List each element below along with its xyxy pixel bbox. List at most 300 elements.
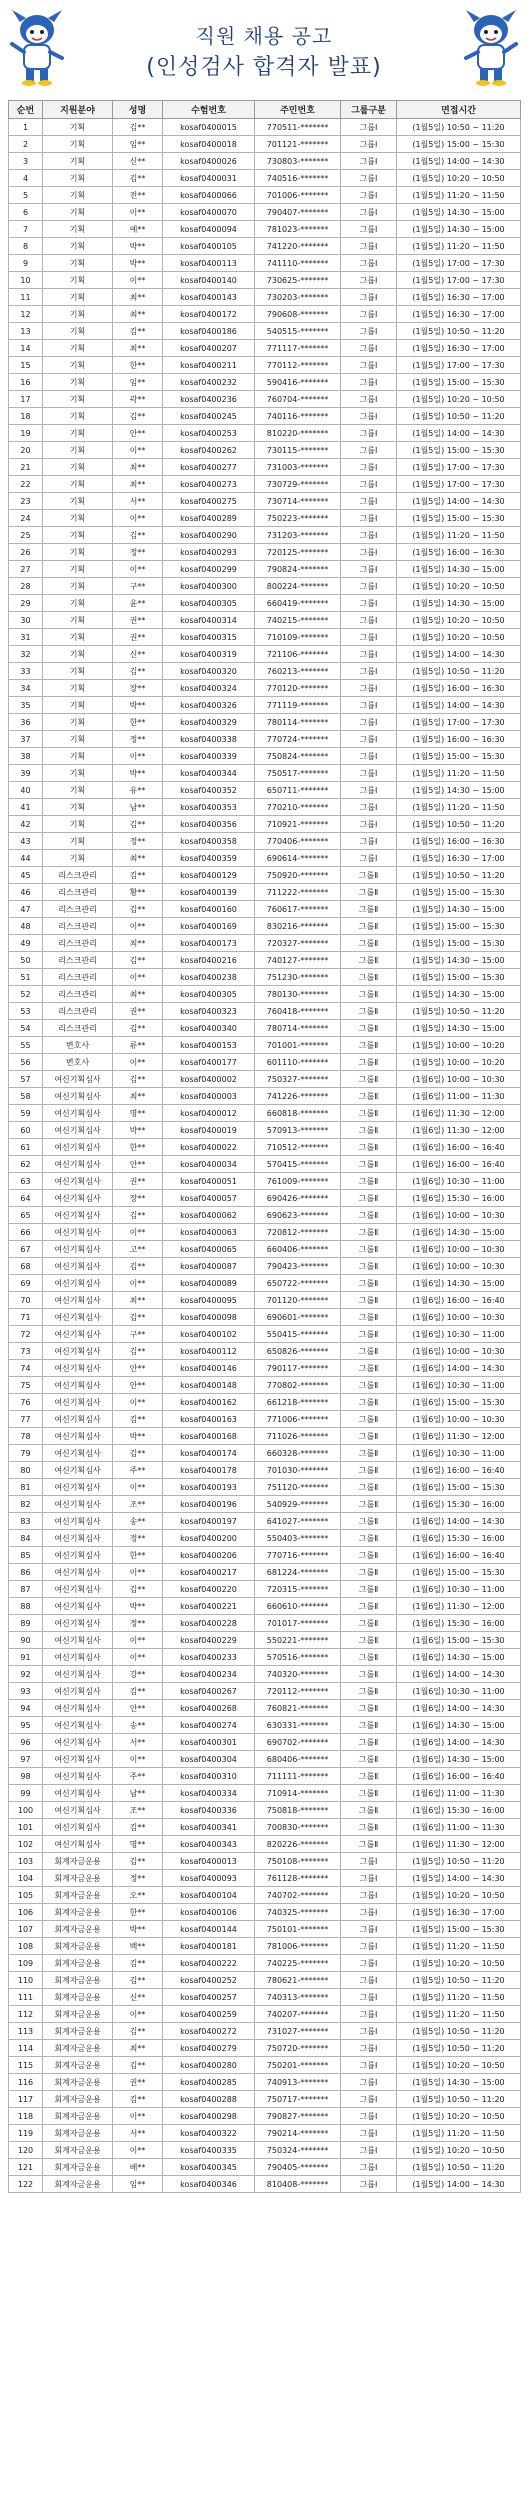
cell-number: 38 <box>9 748 43 765</box>
cell-exam-id: kosaf0400146 <box>163 1360 255 1377</box>
cell-interview-time: (1월5일) 17:00 ~ 17:30 <box>397 272 521 289</box>
cell-group: 그룹Ⅰ <box>341 255 397 272</box>
cell-name: 이** <box>113 1275 163 1292</box>
cell-interview-time: (1월5일) 14:30 ~ 15:00 <box>397 2074 521 2091</box>
cell-resident-id: 750717-******* <box>255 2091 341 2108</box>
table-row <box>9 1904 521 1921</box>
cell-interview-time: (1월5일) 14:00 ~ 14:30 <box>397 493 521 510</box>
table-row <box>9 1037 521 1054</box>
cell-number: 84 <box>9 1530 43 1547</box>
cell-exam-id: kosaf0400196 <box>163 1496 255 1513</box>
cell-field: 기획 <box>43 476 113 493</box>
cell-number: 80 <box>9 1462 43 1479</box>
cell-exam-id: kosaf0400207 <box>163 340 255 357</box>
cell-number: 43 <box>9 833 43 850</box>
cell-group: 그룹Ⅱ <box>341 1513 397 1530</box>
table-row <box>9 1411 521 1428</box>
table-row <box>9 2074 521 2091</box>
table-row <box>9 1224 521 1241</box>
cell-exam-id: kosaf0400063 <box>163 1224 255 1241</box>
table-row <box>9 1377 521 1394</box>
cell-group: 그룹Ⅰ <box>341 629 397 646</box>
cell-resident-id: 700830-******* <box>255 1819 341 1836</box>
cell-resident-id: 701121-******* <box>255 136 341 153</box>
cell-number: 58 <box>9 1088 43 1105</box>
cell-group: 그룹Ⅰ <box>341 1955 397 1972</box>
cell-field: 회계자금운용 <box>43 1989 113 2006</box>
cell-exam-id: kosaf0400229 <box>163 1632 255 1649</box>
cell-name: 정** <box>113 1615 163 1632</box>
table-row <box>9 1496 521 1513</box>
cell-number: 96 <box>9 1734 43 1751</box>
cell-interview-time: (1월5일) 15:00 ~ 15:30 <box>397 1921 521 1938</box>
col-header-field: 지원분야 <box>43 101 113 119</box>
cell-exam-id: kosaf0400320 <box>163 663 255 680</box>
cell-group: 그룹Ⅰ <box>341 238 397 255</box>
cell-name: 권** <box>113 1173 163 1190</box>
cell-exam-id: kosaf0400022 <box>163 1139 255 1156</box>
cell-field: 기획 <box>43 374 113 391</box>
cell-group: 그룹Ⅰ <box>341 136 397 153</box>
cell-interview-time: (1월6일) 15:30 ~ 16:00 <box>397 1496 521 1513</box>
cell-exam-id: kosaf0400273 <box>163 476 255 493</box>
cell-number: 5 <box>9 187 43 204</box>
cell-interview-time: (1월6일) 16:00 ~ 16:40 <box>397 1462 521 1479</box>
cell-exam-id: kosaf0400346 <box>163 2176 255 2193</box>
cell-number: 24 <box>9 510 43 527</box>
cell-exam-id: kosaf0400238 <box>163 969 255 986</box>
cell-resident-id: 731027-******* <box>255 2023 341 2040</box>
cell-exam-id: kosaf0400232 <box>163 374 255 391</box>
table-row <box>9 561 521 578</box>
cell-exam-id: kosaf0400026 <box>163 153 255 170</box>
cell-exam-id: kosaf0400221 <box>163 1598 255 1615</box>
cell-number: 17 <box>9 391 43 408</box>
cell-group: 그룹Ⅱ <box>341 918 397 935</box>
cell-exam-id: kosaf0400019 <box>163 1122 255 1139</box>
cell-name: 김** <box>113 408 163 425</box>
cell-resident-id: 790407-******* <box>255 204 341 221</box>
cell-number: 83 <box>9 1513 43 1530</box>
cell-number: 47 <box>9 901 43 918</box>
cell-number: 87 <box>9 1581 43 1598</box>
table-row <box>9 1020 521 1037</box>
cell-field: 기획 <box>43 272 113 289</box>
cell-interview-time: (1월6일) 10:00 ~ 10:30 <box>397 1207 521 1224</box>
cell-exam-id: kosaf0400216 <box>163 952 255 969</box>
cell-interview-time: (1월5일) 16:30 ~ 17:00 <box>397 850 521 867</box>
cell-interview-time: (1월5일) 10:50 ~ 11:20 <box>397 119 521 136</box>
cell-field: 회계자금운용 <box>43 2108 113 2125</box>
cell-interview-time: (1월5일) 16:00 ~ 16:30 <box>397 731 521 748</box>
cell-interview-time: (1월6일) 14:00 ~ 14:30 <box>397 1734 521 1751</box>
cell-interview-time: (1월5일) 16:30 ~ 17:00 <box>397 340 521 357</box>
table-row <box>9 629 521 646</box>
table-row <box>9 782 521 799</box>
cell-number: 27 <box>9 561 43 578</box>
cell-group: 그룹Ⅱ <box>341 1173 397 1190</box>
cell-interview-time: (1월6일) 14:30 ~ 15:00 <box>397 1649 521 1666</box>
table-row <box>9 595 521 612</box>
cell-interview-time: (1월5일) 14:30 ~ 15:00 <box>397 595 521 612</box>
table-row <box>9 952 521 969</box>
cell-number: 51 <box>9 969 43 986</box>
cell-resident-id: 750327-******* <box>255 1071 341 1088</box>
cell-field: 여신기획심사 <box>43 1241 113 1258</box>
cell-name: 이** <box>113 1479 163 1496</box>
cell-exam-id: kosaf0400267 <box>163 1683 255 1700</box>
cell-group: 그룹Ⅰ <box>341 765 397 782</box>
table-row <box>9 969 521 986</box>
cell-field: 변호사 <box>43 1054 113 1071</box>
cell-name: 정** <box>113 833 163 850</box>
cell-exam-id: kosaf0400319 <box>163 646 255 663</box>
cell-field: 기획 <box>43 697 113 714</box>
cell-name: 권** <box>113 612 163 629</box>
cell-resident-id: 710109-******* <box>255 629 341 646</box>
cell-name: 박** <box>113 1921 163 1938</box>
cell-number: 20 <box>9 442 43 459</box>
cell-interview-time: (1월5일) 10:20 ~ 10:50 <box>397 1955 521 1972</box>
table-row <box>9 357 521 374</box>
cell-exam-id: kosaf0400206 <box>163 1547 255 1564</box>
cell-interview-time: (1월6일) 10:30 ~ 11:00 <box>397 1683 521 1700</box>
cell-exam-id: kosaf0400288 <box>163 2091 255 2108</box>
cell-field: 기획 <box>43 204 113 221</box>
cell-field: 리스크관리 <box>43 901 113 918</box>
cell-exam-id: kosaf0400300 <box>163 578 255 595</box>
cell-resident-id: 660328-******* <box>255 1445 341 1462</box>
cell-group: 그룹Ⅰ <box>341 833 397 850</box>
cell-group: 그룹Ⅰ <box>341 374 397 391</box>
cell-number: 103 <box>9 1853 43 1870</box>
cell-name: 고** <box>113 1241 163 1258</box>
cell-exam-id: kosaf0400168 <box>163 1428 255 1445</box>
cell-interview-time: (1월6일) 10:30 ~ 11:00 <box>397 1377 521 1394</box>
cell-exam-id: kosaf0400113 <box>163 255 255 272</box>
cell-field: 기획 <box>43 340 113 357</box>
cell-resident-id: 790423-******* <box>255 1258 341 1275</box>
cell-field: 기획 <box>43 663 113 680</box>
cell-resident-id: 760704-******* <box>255 391 341 408</box>
cell-number: 29 <box>9 595 43 612</box>
cell-group: 그룹Ⅰ <box>341 204 397 221</box>
cell-resident-id: 690601-******* <box>255 1309 341 1326</box>
cell-exam-id: kosaf0400094 <box>163 221 255 238</box>
table-row <box>9 1887 521 1904</box>
cell-exam-id: kosaf0400217 <box>163 1564 255 1581</box>
cell-exam-id: kosaf0400144 <box>163 1921 255 1938</box>
cell-name: 주** <box>113 1462 163 1479</box>
cell-field: 여신기획심사 <box>43 1122 113 1139</box>
cell-group: 그룹Ⅱ <box>341 1139 397 1156</box>
cell-field: 기획 <box>43 799 113 816</box>
cell-interview-time: (1월5일) 10:00 ~ 10:20 <box>397 1054 521 1071</box>
cell-interview-time: (1월6일) 11:30 ~ 12:00 <box>397 1122 521 1139</box>
cell-interview-time: (1월5일) 16:00 ~ 16:30 <box>397 833 521 850</box>
cell-resident-id: 701006-******* <box>255 187 341 204</box>
cell-name: 백** <box>113 1938 163 1955</box>
table-row <box>9 1547 521 1564</box>
cell-name: 최** <box>113 986 163 1003</box>
table-row <box>9 2176 521 2193</box>
table-row <box>9 340 521 357</box>
cell-exam-id: kosaf0400104 <box>163 1887 255 1904</box>
cell-group: 그룹Ⅱ <box>341 1105 397 1122</box>
cell-name: 이** <box>113 2108 163 2125</box>
cell-interview-time: (1월6일) 14:30 ~ 15:00 <box>397 1275 521 1292</box>
cell-resident-id: 761128-******* <box>255 1870 341 1887</box>
cell-exam-id: kosaf0400245 <box>163 408 255 425</box>
cell-field: 기획 <box>43 850 113 867</box>
cell-number: 108 <box>9 1938 43 1955</box>
cell-number: 63 <box>9 1173 43 1190</box>
cell-name: 김** <box>113 952 163 969</box>
cell-exam-id: kosaf0400336 <box>163 1802 255 1819</box>
cell-group: 그룹Ⅰ <box>341 2023 397 2040</box>
cell-name: 이** <box>113 561 163 578</box>
cell-group: 그룹Ⅰ <box>341 527 397 544</box>
cell-number: 110 <box>9 1972 43 1989</box>
table-row <box>9 1326 521 1343</box>
cell-group: 그룹Ⅱ <box>341 986 397 1003</box>
cell-field: 여신기획심사 <box>43 1224 113 1241</box>
cell-interview-time: (1월6일) 14:00 ~ 14:30 <box>397 1700 521 1717</box>
cell-exam-id: kosaf0400315 <box>163 629 255 646</box>
cell-group: 그룹Ⅱ <box>341 1394 397 1411</box>
cell-resident-id: 761009-******* <box>255 1173 341 1190</box>
cell-name: 임** <box>113 136 163 153</box>
cell-number: 102 <box>9 1836 43 1853</box>
cell-resident-id: 740127-******* <box>255 952 341 969</box>
table-row <box>9 2125 521 2142</box>
table-row <box>9 1683 521 1700</box>
cell-name: 김** <box>113 1683 163 1700</box>
cell-number: 44 <box>9 850 43 867</box>
cell-field: 여신기획심사 <box>43 1190 113 1207</box>
cell-interview-time: (1월6일) 16:00 ~ 16:40 <box>397 1156 521 1173</box>
cell-field: 기획 <box>43 136 113 153</box>
table-row <box>9 714 521 731</box>
cell-name: 김** <box>113 1309 163 1326</box>
cell-group: 그룹Ⅰ <box>341 391 397 408</box>
cell-name: 김** <box>113 1972 163 1989</box>
cell-group: 그룹Ⅱ <box>341 867 397 884</box>
cell-field: 회계자금운용 <box>43 2006 113 2023</box>
cell-field: 기획 <box>43 544 113 561</box>
cell-interview-time: (1월6일) 15:30 ~ 16:00 <box>397 1615 521 1632</box>
cell-interview-time: (1월5일) 14:30 ~ 15:00 <box>397 1020 521 1037</box>
table-row <box>9 391 521 408</box>
cell-name: 최** <box>113 850 163 867</box>
cell-name: 최** <box>113 1088 163 1105</box>
cell-field: 기획 <box>43 816 113 833</box>
cell-resident-id: 740320-******* <box>255 1666 341 1683</box>
cell-group: 그룹Ⅰ <box>341 442 397 459</box>
cell-resident-id: 701001-******* <box>255 1037 341 1054</box>
table-row <box>9 1768 521 1785</box>
cell-exam-id: kosaf0400173 <box>163 935 255 952</box>
cell-number: 112 <box>9 2006 43 2023</box>
cell-name: 이** <box>113 969 163 986</box>
cell-resident-id: 790608-******* <box>255 306 341 323</box>
cell-resident-id: 790827-******* <box>255 2108 341 2125</box>
cell-interview-time: (1월5일) 10:50 ~ 11:20 <box>397 2159 521 2176</box>
cell-interview-time: (1월5일) 17:00 ~ 17:30 <box>397 476 521 493</box>
cell-field: 여신기획심사 <box>43 1343 113 1360</box>
cell-resident-id: 701120-******* <box>255 1292 341 1309</box>
cell-name: 한** <box>113 1904 163 1921</box>
cell-group: 그룹Ⅱ <box>341 1088 397 1105</box>
cell-number: 19 <box>9 425 43 442</box>
cell-name: 최** <box>113 2040 163 2057</box>
cell-interview-time: (1월5일) 10:20 ~ 10:50 <box>397 2142 521 2159</box>
cell-exam-id: kosaf0400274 <box>163 1717 255 1734</box>
cell-resident-id: 760418-******* <box>255 1003 341 1020</box>
cell-number: 115 <box>9 2057 43 2074</box>
cell-number: 39 <box>9 765 43 782</box>
cell-group: 그룹Ⅱ <box>341 1734 397 1751</box>
cell-group: 그룹Ⅰ <box>341 561 397 578</box>
table-row <box>9 289 521 306</box>
cell-exam-id: kosaf0400280 <box>163 2057 255 2074</box>
cell-group: 그룹Ⅰ <box>341 289 397 306</box>
cell-name: 이** <box>113 2142 163 2159</box>
cell-resident-id: 760617-******* <box>255 901 341 918</box>
applicant-table <box>8 100 521 2193</box>
table-row <box>9 1530 521 1547</box>
cell-interview-time: (1월6일) 15:30 ~ 16:00 <box>397 1802 521 1819</box>
table-row <box>9 2108 521 2125</box>
cell-group: 그룹Ⅰ <box>341 1921 397 1938</box>
cell-number: 25 <box>9 527 43 544</box>
cell-field: 여신기획심사 <box>43 1547 113 1564</box>
cell-interview-time: (1월5일) 17:00 ~ 17:30 <box>397 255 521 272</box>
cell-number: 32 <box>9 646 43 663</box>
table-row <box>9 1802 521 1819</box>
cell-field: 리스크관리 <box>43 952 113 969</box>
cell-name: 조** <box>113 1496 163 1513</box>
cell-resident-id: 750517-******* <box>255 765 341 782</box>
cell-name: 명** <box>113 1836 163 1853</box>
cell-exam-id: kosaf0400143 <box>163 289 255 306</box>
cell-name: 배** <box>113 2159 163 2176</box>
cell-resident-id: 771006-******* <box>255 1411 341 1428</box>
cell-resident-id: 750324-******* <box>255 2142 341 2159</box>
table-row <box>9 1139 521 1156</box>
cell-exam-id: kosaf0400314 <box>163 612 255 629</box>
cell-group: 그룹Ⅱ <box>341 1751 397 1768</box>
cell-field: 리스크관리 <box>43 884 113 901</box>
cell-name: 신** <box>113 153 163 170</box>
cell-number: 111 <box>9 1989 43 2006</box>
cell-name: 김** <box>113 119 163 136</box>
cell-resident-id: 701017-******* <box>255 1615 341 1632</box>
cell-interview-time: (1월5일) 14:30 ~ 15:00 <box>397 782 521 799</box>
cell-number: 69 <box>9 1275 43 1292</box>
cell-resident-id: 740313-******* <box>255 1989 341 2006</box>
cell-field: 리스크관리 <box>43 969 113 986</box>
cell-name: 명** <box>113 1105 163 1122</box>
cell-group: 그룹Ⅱ <box>341 969 397 986</box>
cell-number: 36 <box>9 714 43 731</box>
cell-resident-id: 740225-******* <box>255 1955 341 1972</box>
cell-group: 그룹Ⅱ <box>341 1785 397 1802</box>
cell-interview-time: (1월5일) 10:20 ~ 10:50 <box>397 629 521 646</box>
cell-interview-time: (1월5일) 10:50 ~ 11:20 <box>397 1972 521 1989</box>
cell-interview-time: (1월5일) 17:00 ~ 17:30 <box>397 714 521 731</box>
table-row <box>9 442 521 459</box>
cell-name: 김** <box>113 1207 163 1224</box>
cell-name: 김** <box>113 1955 163 1972</box>
cell-resident-id: 720315-******* <box>255 1581 341 1598</box>
cell-interview-time: (1월5일) 16:30 ~ 17:00 <box>397 306 521 323</box>
cell-exam-id: kosaf0400252 <box>163 1972 255 1989</box>
page-title: 직원 채용 공고 <box>195 24 333 48</box>
cell-group: 그룹Ⅱ <box>341 1258 397 1275</box>
cell-field: 기획 <box>43 442 113 459</box>
cell-group: 그룹Ⅰ <box>341 221 397 238</box>
cell-interview-time: (1월5일) 10:50 ~ 11:20 <box>397 408 521 425</box>
cell-group: 그룹Ⅰ <box>341 731 397 748</box>
cell-resident-id: 750201-******* <box>255 2057 341 2074</box>
cell-group: 그룹Ⅱ <box>341 1598 397 1615</box>
table-row <box>9 731 521 748</box>
cell-name: 최** <box>113 935 163 952</box>
cell-number: 99 <box>9 1785 43 1802</box>
cell-name: 권** <box>113 1003 163 1020</box>
cell-exam-id: kosaf0400352 <box>163 782 255 799</box>
cell-resident-id: 751120-******* <box>255 1479 341 1496</box>
cell-resident-id: 711222-******* <box>255 884 341 901</box>
cell-interview-time: (1월6일) 10:30 ~ 11:00 <box>397 1173 521 1190</box>
table-row <box>9 1462 521 1479</box>
table-row <box>9 1360 521 1377</box>
cell-exam-id: kosaf0400034 <box>163 1156 255 1173</box>
cell-exam-id: kosaf0400324 <box>163 680 255 697</box>
cell-field: 기획 <box>43 289 113 306</box>
cell-name: 최** <box>113 476 163 493</box>
cell-number: 74 <box>9 1360 43 1377</box>
cell-group: 그룹Ⅰ <box>341 493 397 510</box>
cell-exam-id: kosaf0400139 <box>163 884 255 901</box>
cell-number: 89 <box>9 1615 43 1632</box>
cell-number: 100 <box>9 1802 43 1819</box>
cell-exam-id: kosaf0400275 <box>163 493 255 510</box>
table-row <box>9 612 521 629</box>
cell-number: 120 <box>9 2142 43 2159</box>
cell-name: 한** <box>113 357 163 374</box>
cell-exam-id: kosaf0400065 <box>163 1241 255 1258</box>
cell-interview-time: (1월6일) 10:00 ~ 10:30 <box>397 1258 521 1275</box>
cell-field: 여신기획심사 <box>43 1377 113 1394</box>
table-row <box>9 918 521 935</box>
cell-exam-id: kosaf0400358 <box>163 833 255 850</box>
cell-exam-id: kosaf0400211 <box>163 357 255 374</box>
table-row <box>9 1258 521 1275</box>
table-row <box>9 1921 521 1938</box>
cell-name: 이** <box>113 1394 163 1411</box>
cell-field: 여신기획심사 <box>43 1071 113 1088</box>
cell-field: 여신기획심사 <box>43 1700 113 1717</box>
cell-exam-id: kosaf0400334 <box>163 1785 255 1802</box>
cell-interview-time: (1월6일) 15:00 ~ 15:30 <box>397 1479 521 1496</box>
table-row <box>9 1955 521 1972</box>
cell-exam-id: kosaf0400323 <box>163 1003 255 1020</box>
cell-name: 박** <box>113 1598 163 1615</box>
cell-number: 72 <box>9 1326 43 1343</box>
cell-interview-time: (1월6일) 11:00 ~ 11:30 <box>397 1819 521 1836</box>
